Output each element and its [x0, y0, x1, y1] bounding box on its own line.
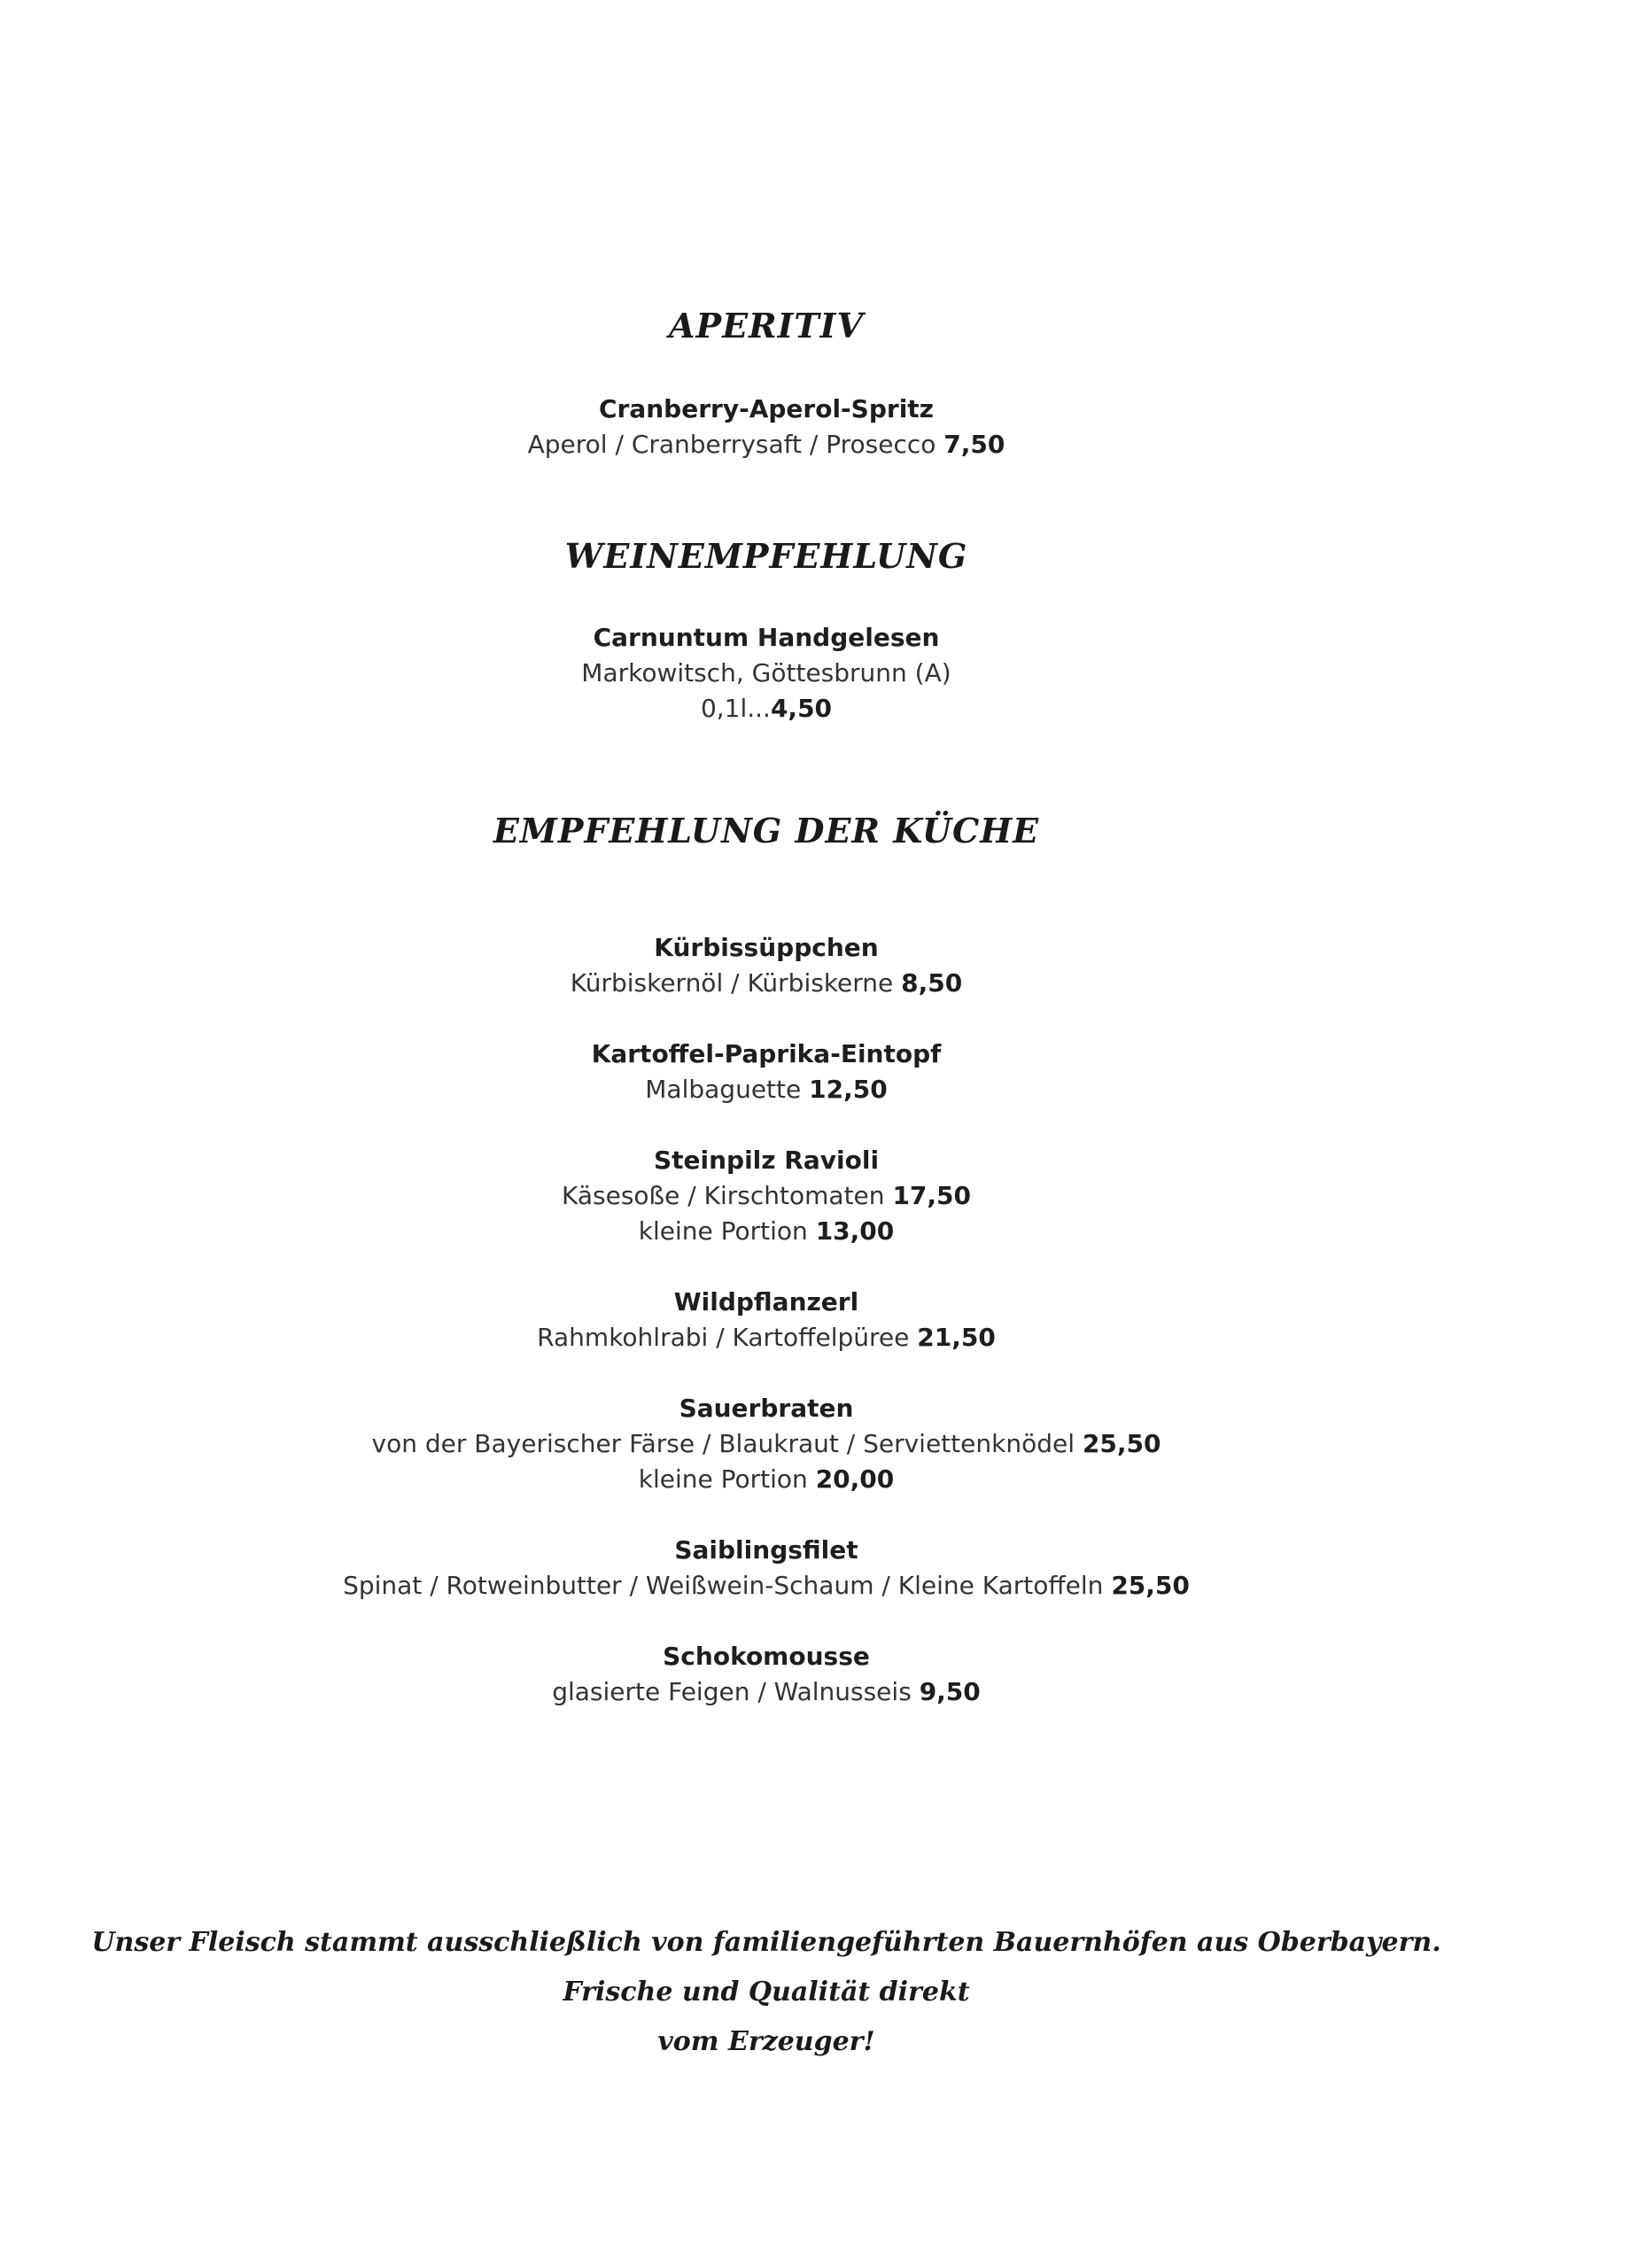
menu-item-carnuntum — [0, 620, 1533, 726]
item-description-text: von der Bayerischer Färse / Blaukraut / Serviettenknödel — [371, 1429, 1075, 1458]
item-small-portion — [0, 1214, 1533, 1249]
menu-item-eintopf — [0, 1037, 1533, 1107]
item-name: Carnuntum Handgelesen — [593, 623, 940, 652]
footer-line-2: vom Erzeuger! — [657, 2026, 875, 2057]
item-description-text: Aperol / Cranberrysaft / Prosecco — [527, 430, 936, 459]
item-description — [0, 966, 1533, 1001]
item-small-portion-text: kleine Portion — [638, 1216, 808, 1246]
item-description-text: Spinat / Rotweinbutter / Weißwein-Schaum / Kleine Kartoffeln — [343, 1571, 1104, 1600]
item-price: 7,50 — [943, 430, 1005, 459]
menu-item-sauerbraten — [0, 1391, 1533, 1497]
item-name: Kürbissüppchen — [654, 933, 879, 962]
item-small-portion — [0, 1462, 1533, 1497]
section-title-weinempfehlung: WEINEMPFEHLUNG — [564, 536, 968, 576]
footer-note — [53, 1918, 1479, 2067]
item-description: Markowitsch, Göttesbrunn (A) — [581, 658, 951, 687]
item-price: 25,50 — [1111, 1571, 1190, 1600]
menu-item-kuerbissueppchen — [0, 930, 1533, 1001]
menu-item-cranberry-aperol-spritz — [0, 392, 1533, 462]
item-name: Cranberry-Aperol-Spritz — [599, 394, 934, 423]
item-description — [0, 1072, 1533, 1107]
item-small-portion-price: 13,00 — [815, 1216, 895, 1246]
item-price: 17,50 — [892, 1181, 972, 1210]
item-price: 8,50 — [901, 968, 963, 998]
item-name: Steinpilz Ravioli — [653, 1146, 880, 1175]
item-name: Sauerbraten — [679, 1394, 854, 1423]
item-name: Wildpflanzerl — [673, 1287, 859, 1317]
item-description — [0, 1568, 1533, 1604]
item-description — [0, 1426, 1533, 1462]
footer-line-1: Unser Fleisch stammt ausschließlich von familiengeführten Bauernhöfen aus Oberbayern. Frische und Qualität direkt — [91, 1927, 1441, 2008]
menu-item-wildpflanzerl — [0, 1285, 1533, 1355]
item-description-text: Rahmkohlrabi / Kartoffelpüree — [537, 1323, 910, 1352]
item-description — [0, 1674, 1533, 1710]
item-name: Saiblingsfilet — [674, 1535, 858, 1565]
section-title-kueche: EMPFEHLUNG DER KÜCHE — [493, 811, 1040, 850]
menu-item-saiblingsfilet — [0, 1533, 1533, 1604]
item-description-text: Käsesoße / Kirschtomaten — [561, 1181, 885, 1210]
item-price: 4,50 — [770, 694, 833, 723]
item-size-line — [0, 691, 1533, 726]
item-description-text: glasierte Feigen / Walnusseis — [552, 1677, 912, 1706]
item-description — [0, 427, 1533, 462]
menu-item-ravioli — [0, 1143, 1533, 1249]
item-price: 25,50 — [1082, 1429, 1161, 1458]
item-price: 9,50 — [919, 1677, 981, 1706]
item-description-text: Kürbiskernöl / Kürbiskerne — [570, 968, 894, 998]
item-description — [0, 1320, 1533, 1355]
item-description-text: Malbaguette — [645, 1075, 802, 1104]
item-name: Schokomousse — [663, 1642, 870, 1671]
item-description — [0, 1178, 1533, 1214]
menu-item-schokomousse — [0, 1639, 1533, 1710]
section-title-aperitiv: APERITIV — [669, 306, 864, 346]
item-small-portion-price: 20,00 — [815, 1464, 895, 1494]
item-small-portion-text: kleine Portion — [638, 1464, 808, 1494]
item-name: Kartoffel-Paprika-Eintopf — [591, 1039, 942, 1068]
item-size: 0,1l... — [700, 694, 771, 723]
item-price: 12,50 — [809, 1075, 888, 1104]
item-price: 21,50 — [917, 1323, 996, 1352]
